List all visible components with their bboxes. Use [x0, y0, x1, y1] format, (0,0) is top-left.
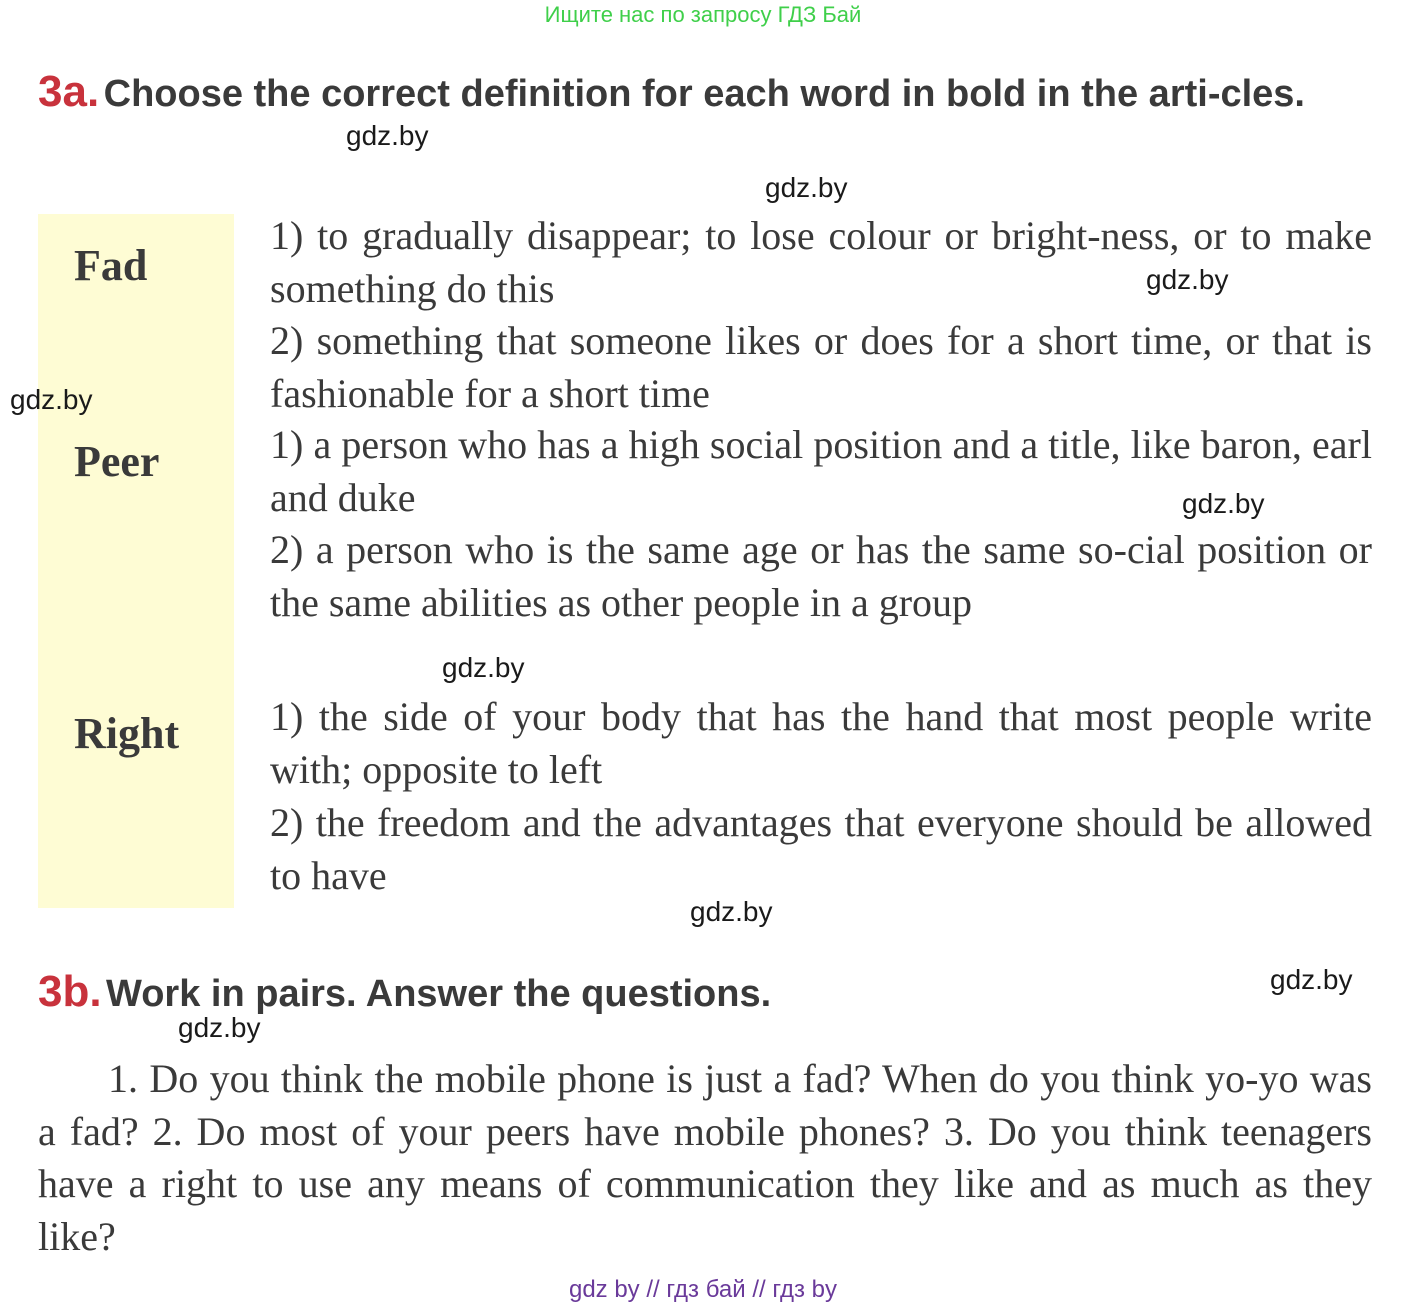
watermark: gdz.by [765, 172, 848, 203]
exercise-3a-instruction: Choose the correct definition for each word in bold in the arti-cles. [103, 73, 1305, 115]
exercise-3a-heading [38, 66, 1378, 128]
definition-right-1: 1) the side of your body that has the hand that most people write with; opposite to left [270, 694, 1372, 792]
watermark: gdz.by [1146, 264, 1229, 295]
definition-peer-1: 1) a person who has a high social position and a title, like baron, earl and duke [270, 422, 1372, 520]
top-banner: Ищите нас по запросу ГДЗ Бай [544, 2, 862, 27]
exercise-3b-instruction: Work in pairs. Answer the questions. [106, 973, 772, 1015]
word-peer: Peer [74, 437, 160, 486]
exercise-3a-number: 3a. [38, 67, 100, 116]
watermark: gdz.by [178, 1012, 261, 1043]
watermark: gdz.by [1270, 964, 1353, 995]
watermark: gdz.by [442, 652, 525, 683]
definition-right-2: 2) the freedom and the advantages that everyone should be allowed to have [270, 800, 1372, 898]
exercise-3b-number: 3b. [38, 967, 102, 1016]
watermark: gdz.by [346, 120, 429, 151]
word-right: Right [74, 709, 180, 758]
watermark: gdz.by [1182, 488, 1265, 519]
watermark: gdz.by [690, 896, 773, 927]
definition-fad-1: 1) to gradually disappear; to lose colour or bright-ness, or to make something do this [270, 213, 1372, 311]
definition-fad-2: 2) something that someone likes or does for a short time, or that is fashionable for a short time [270, 318, 1372, 416]
word-column [38, 214, 234, 908]
word-fad: Fad [74, 241, 148, 290]
footer-watermark: gdz by // гдз бай // гдз by [568, 1276, 838, 1303]
definition-peer-2: 2) a person who is the same age or has the same so-cial position or the same abilities as other people in a group [270, 527, 1372, 625]
exercise-3b-questions: 1. Do you think the mobile phone is just a fad? When do you think yo-yo was a fad? 2. Do most of your peers have mobile phones? 3. Do you think teenagers have a right to use any means of communication they like and as much as they like? [38, 1056, 1372, 1259]
watermark: gdz.by [10, 384, 93, 415]
